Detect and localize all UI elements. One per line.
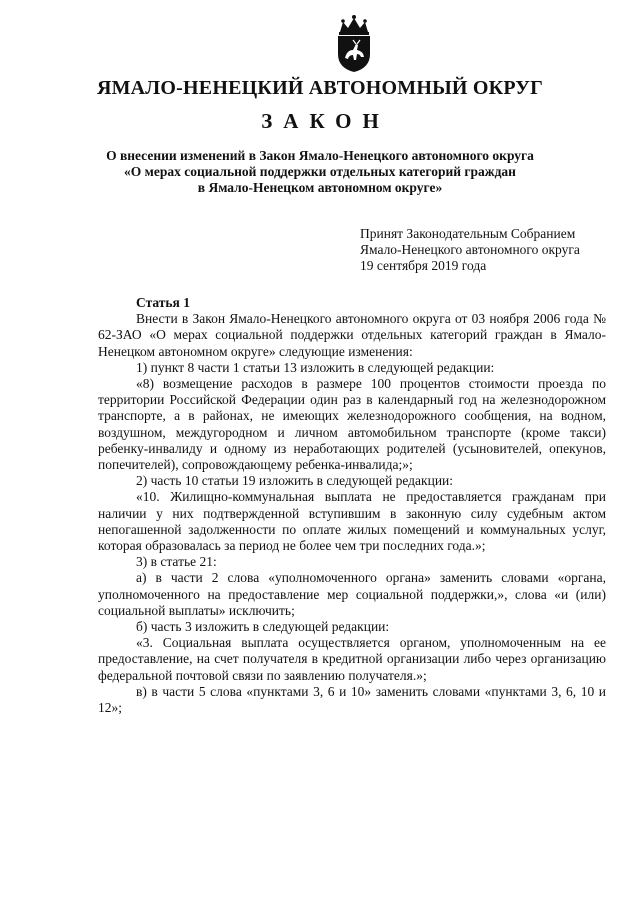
article-paragraph: 2) часть 10 статьи 19 изложить в следующей редакции: — [136, 473, 454, 489]
region-heading: ЯМАЛО-НЕНЕЦКИЙ АВТОНОМНЫЙ ОКРУГ — [96, 77, 544, 99]
article-paragraph: 1) пункт 8 части 1 статьи 13 изложить в следующей редакции: — [136, 359, 495, 375]
law-subject — [60, 148, 580, 196]
document-type-heading: ЗАКОН — [261, 109, 390, 133]
law-subject-line: О внесении изменений в Закон Ямало-Ненецкого автономного округа — [106, 148, 534, 163]
article-paragraph: Внести в Закон Ямало-Ненецкого автономного округа от 03 ноября 2006 года № 62-ЗАО «О мерах социальной поддержки отдельных категорий граждан в Ямало-Ненецком автономном округе» следующие изменения: — [98, 311, 606, 359]
article-paragraph: «3. Социальная выплата осуществляется органом, уполномоченным на ее предоставление, на счет получателя в кредитной организации либо через организацию федеральной почтовой связи по заявлению получателя.»; — [98, 635, 606, 683]
article-paragraph: 3) в статье 21: — [136, 554, 217, 570]
adoption-note-line: Принят Законодательным Собранием — [360, 226, 576, 241]
article-title: Статья 1 — [136, 295, 190, 310]
law-subject-line: «О мерах социальной поддержки отдельных категорий граждан — [124, 164, 516, 179]
article-paragraph: «8) возмещение расходов в размере 100 процентов стоимости проезда по территории Российской Федерации один раз в календарный год на железнодорожном транспорте, а в районах, не имеющих железнодорожного сообщения, на водном, воздушном, междугородном и личном автомобильном транспорте (кроме такси) ребенку-инвалиду и одному из неработающих родителей (усыновителей, опекунов, попечителей), сопровождающему ребенка-инвалида;»; — [98, 376, 606, 473]
adoption-note — [360, 226, 630, 274]
article-paragraph: а) в части 2 слова «уполномоченного органа» заменить словами «органа, уполномоченного на предоставление мер социальной поддержки,», слова «и (или) социальной выплаты» исключить; — [98, 570, 606, 618]
article-paragraph: в) в части 5 слова «пунктами 3, 6 и 10» заменить словами «пунктами 3, 6, 10 и 12»; — [98, 683, 606, 716]
law-subject-line: в Ямало-Ненецком автономном округе» — [197, 180, 443, 195]
article-body — [98, 295, 606, 716]
article-paragraph: «10. Жилищно-коммунальная выплата не предоставляется гражданам при наличии у них подтвержденной вступившим в законную силу судебным актом непогашенной задолженности по оплате жилых помещений и коммунальных услуг, которая образовалась за период не более чем три последних года.»; — [98, 489, 606, 554]
adoption-date: 19 сентября 2019 года — [360, 258, 487, 273]
article-paragraph: б) часть 3 изложить в следующей редакции: — [136, 619, 390, 635]
adoption-note-line: Ямало-Ненецкого автономного округа — [360, 242, 580, 257]
coat-of-arms-icon — [331, 14, 377, 74]
